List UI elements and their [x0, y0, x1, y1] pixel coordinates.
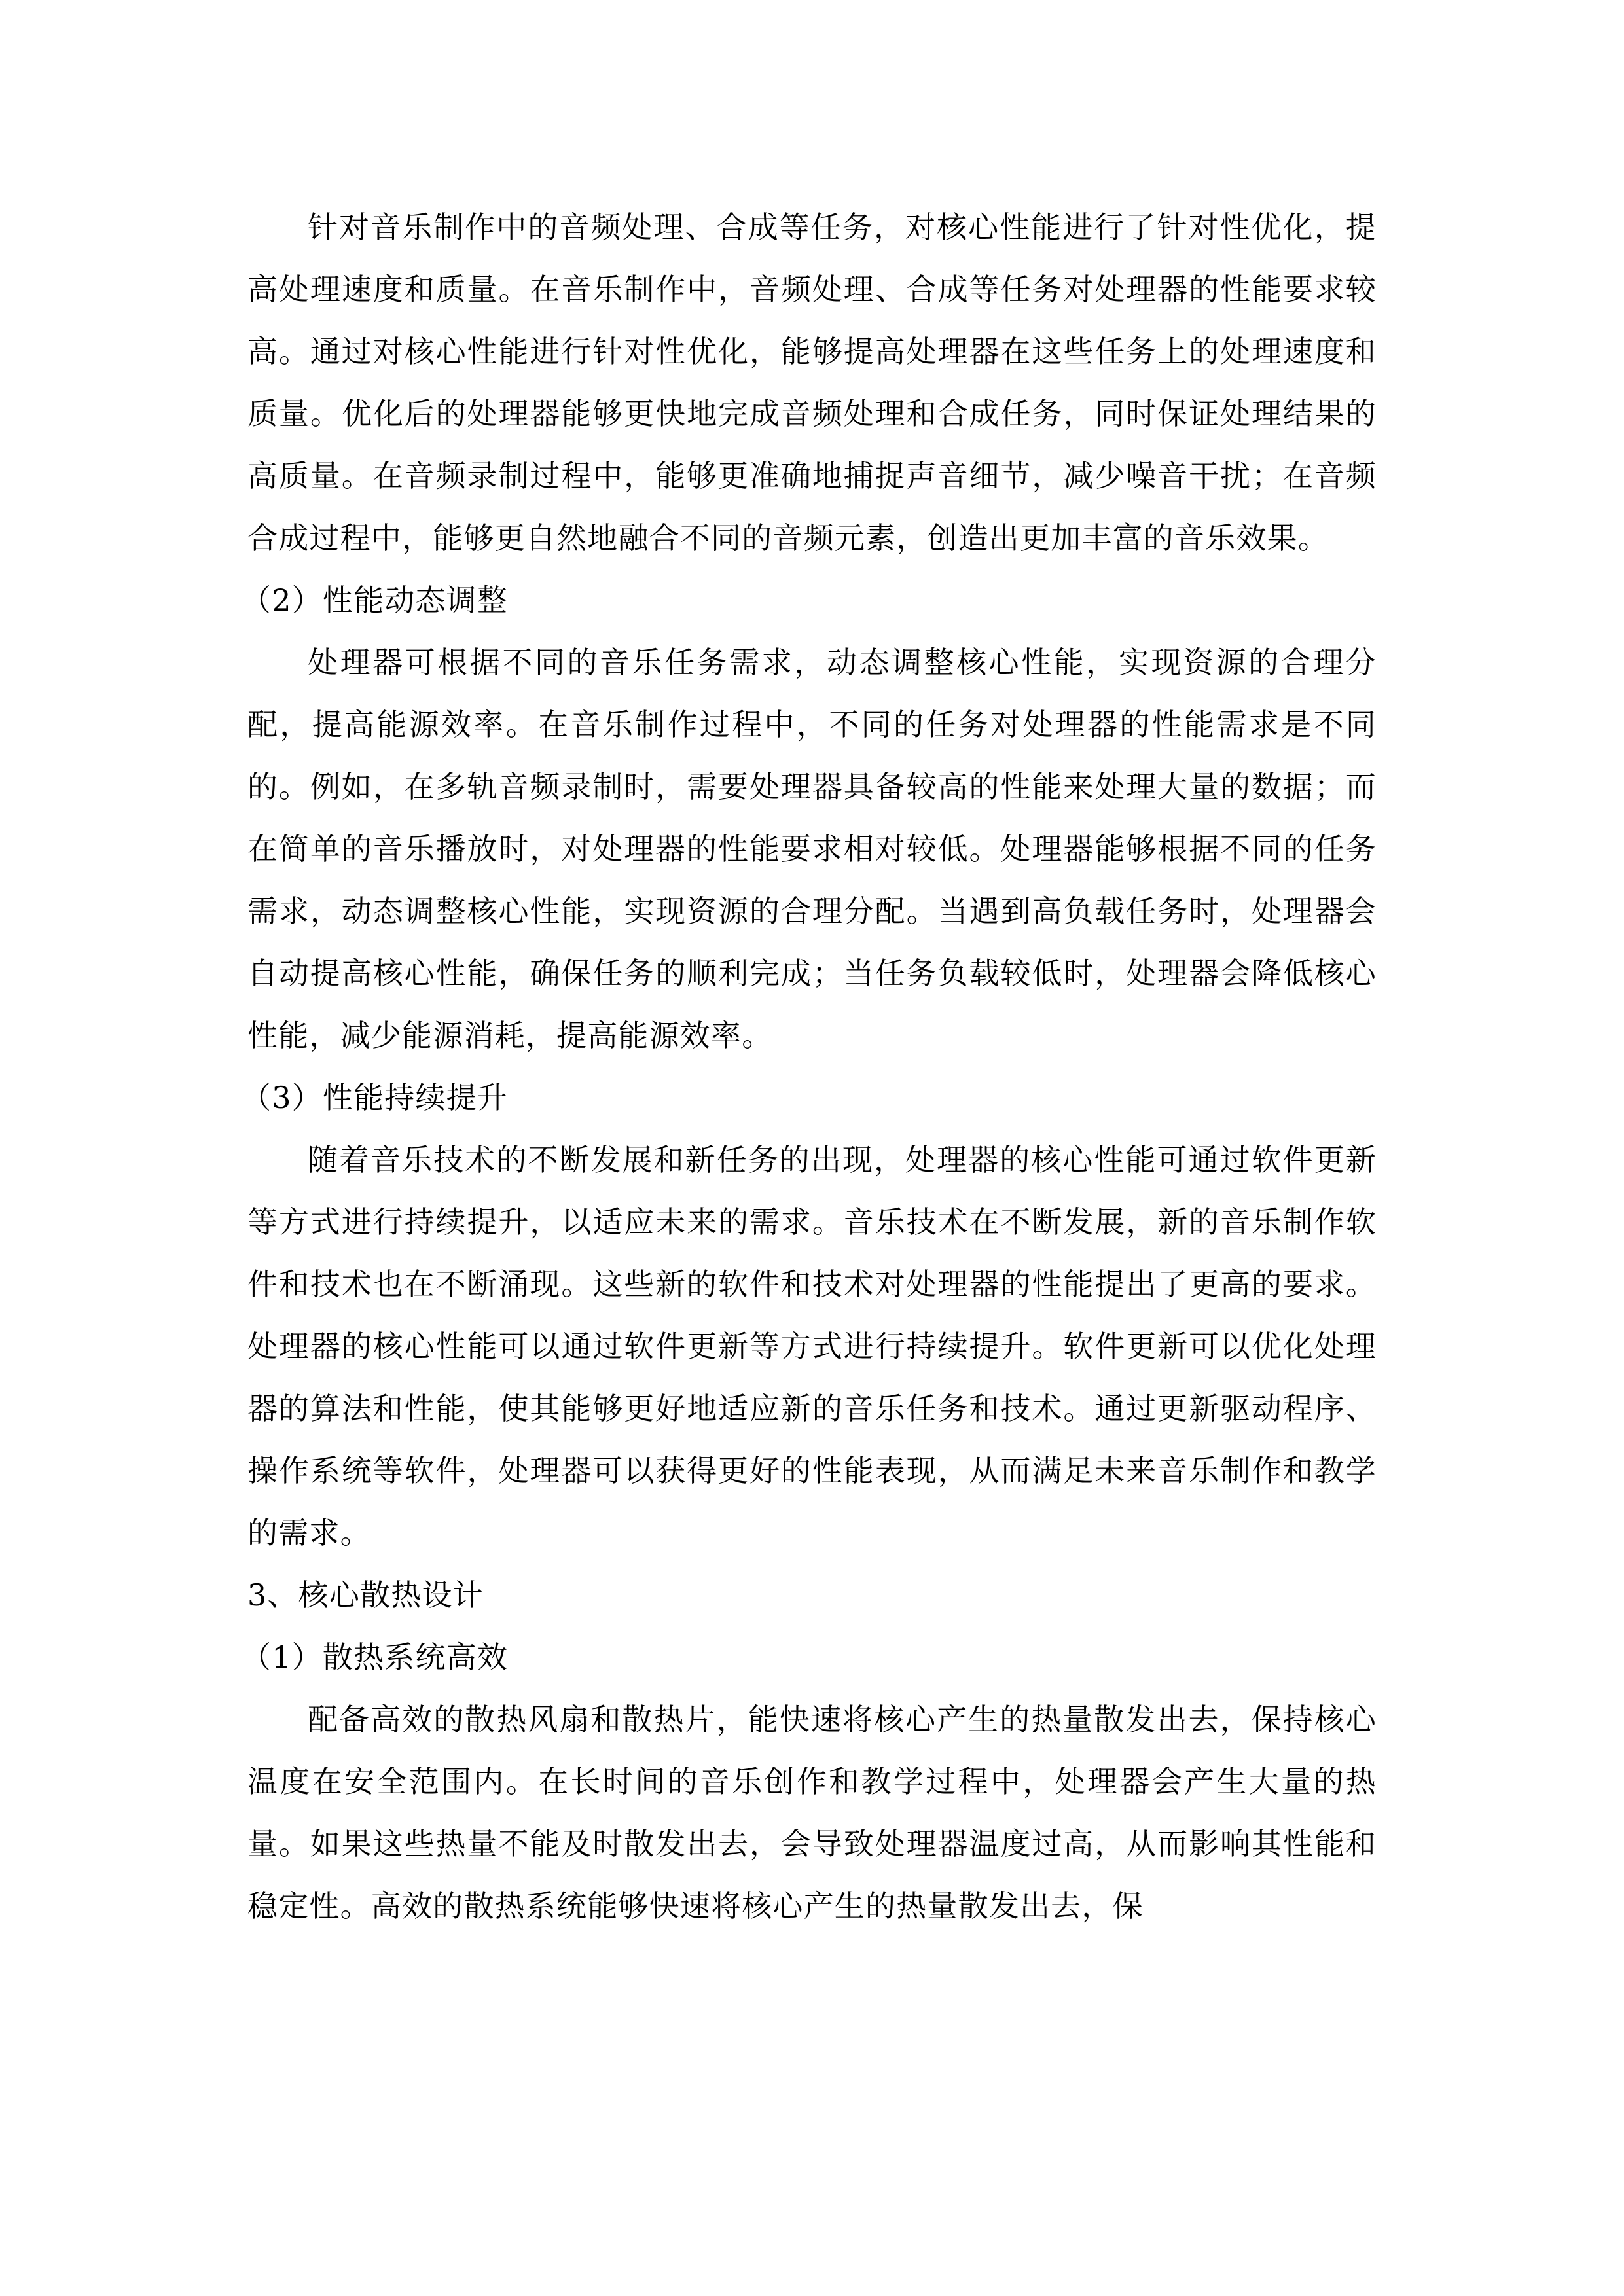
heading-efficient-cooling-system: （1）散热系统高效 [241, 1640, 509, 1675]
heading-continuous-improvement: （3）性能持续提升 [241, 1080, 509, 1115]
heading-dynamic-performance: （2）性能动态调整 [241, 583, 509, 618]
document-body [241, 196, 1377, 1937]
paragraph-audio-optimization: 针对音乐制作中的音频处理、合成等任务，对核心性能进行了针对性优化，提高处理速度和质量。在音乐制作中，音频处理、合成等任务对处理器的性能要求较高。通过对核心性能进行针对性优化，能够提高处理器在这些任务上的处理速度和质量。优化后的处理器能够更快地完成音频处理和合成任务，同时保证处理结果的高质量。在音频录制过程中，能够更准确地捕捉声音细节，减少噪音干扰；在音频合成过程中，能够更自然地融合不同的音频元素，创造出更加丰富的音乐效果。 [247, 209, 1377, 556]
paragraph-continuous-improvement: 随着音乐技术的不断发展和新任务的出现，处理器的核心性能可通过软件更新等方式进行持续提升，以适应未来的需求。音乐技术在不断发展，新的音乐制作软件和技术也在不断涌现。这些新的软件和技术对处理器的性能提出了更高的要求。处理器的核心性能可以通过软件更新等方式进行持续提升。软件更新可以优化处理器的算法和性能，使其能够更好地适应新的音乐任务和技术。通过更新驱动程序、操作系统等软件，处理器可以获得更好的性能表现，从而满足未来音乐制作和教学的需求。 [247, 1142, 1377, 1551]
heading-core-cooling-design: 3、核心散热设计 [247, 1577, 484, 1613]
paragraph-efficient-cooling-system: 配备高效的散热风扇和散热片，能快速将核心产生的热量散发出去，保持核心温度在安全范围内。在长时间的音乐创作和教学过程中，处理器会产生大量的热量。如果这些热量不能及时散发出去，会导致处理器温度过高，从而影响其性能和稳定性。高效的散热系统能够快速将核心产生的热量散发出去，保 [247, 1702, 1377, 1924]
paragraph-dynamic-performance: 处理器可根据不同的音乐任务需求，动态调整核心性能，实现资源的合理分配，提高能源效率。在音乐制作过程中，不同的任务对处理器的性能需求是不同的。例如，在多轨音频录制时，需要处理器具备较高的性能来处理大量的数据；而在简单的音乐播放时，对处理器的性能要求相对较低。处理器能够根据不同的任务需求，动态调整核心性能，实现资源的合理分配。当遇到高负载任务时，处理器会自动提高核心性能，确保任务的顺利完成；当任务负载较低时，处理器会降低核心性能，减少能源消耗，提高能源效率。 [247, 645, 1377, 1053]
